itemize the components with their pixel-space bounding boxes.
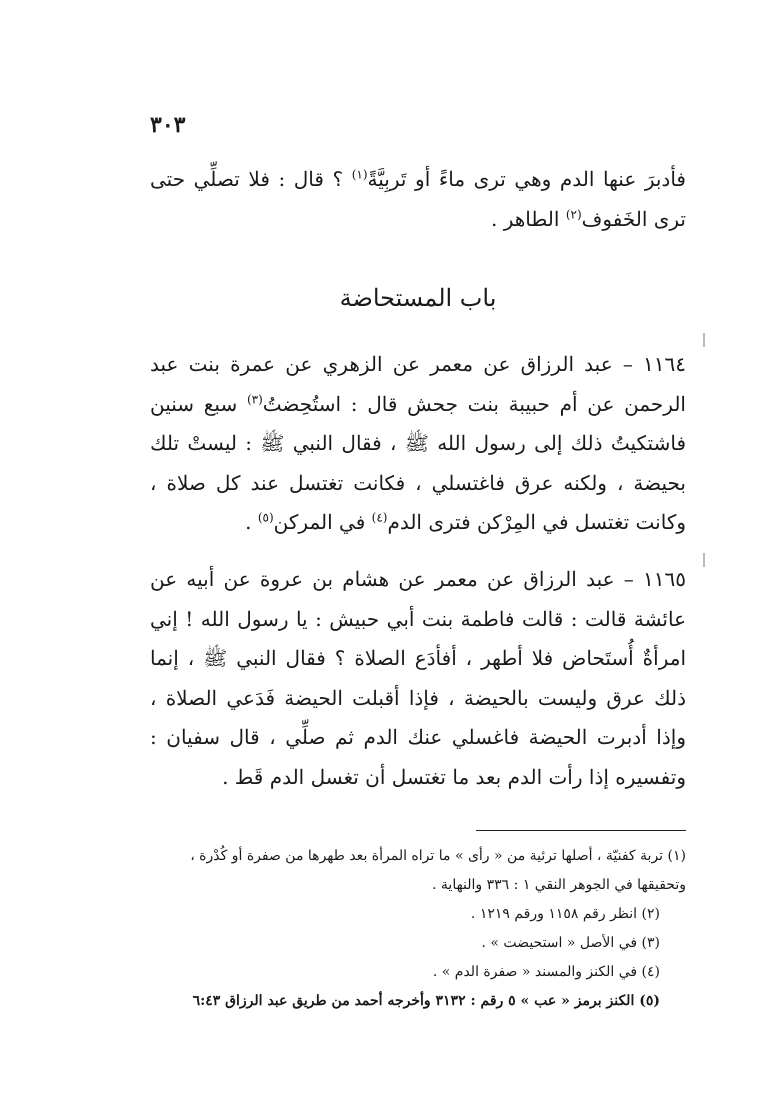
intro-text-b: ؟ قال : فلا تصلِّي حتى ترى الخَفوف (150, 167, 686, 231)
hadith-1164-text-d: . (245, 510, 258, 534)
footnote-text: الكنز برمز « عب » ٥ رقم : ٣١٣٢ وأخرجه أحمد من طريق عبد الرزاق ٦:٤٣ (192, 993, 635, 1009)
footnote-2 (150, 900, 686, 929)
footnote-3 (150, 929, 686, 958)
footnote-4 (150, 958, 686, 987)
footnote-divider (476, 830, 686, 831)
page-number: ٣٠٣ (150, 112, 186, 138)
hadith-1164-text-c: في المركن (273, 510, 372, 534)
chapter-title: باب المستحاضة (339, 284, 497, 312)
footnote-ref-1: (١) (351, 167, 368, 182)
footnote-number: (١) (667, 848, 686, 864)
footnote-text: في الكنز والمسند « صفرة الدم » . (432, 964, 638, 980)
hadith-1164-paragraph (150, 345, 686, 543)
intro-paragraph (150, 160, 686, 239)
intro-text-c: الطاهر . (491, 206, 566, 231)
footnote-text: انظر رقم ١١٥٨ ورقم ١٢١٩ . (470, 906, 638, 922)
footnote-text: تربة كفنيّة ، أصلها ترئية من « رأى » ما تراه المرأة بعد طهرها من صفرة أو كُدْرة ، وتحقيقها في الجوهر النقي ١ : ٣٣٦ والنهاية . (190, 848, 686, 893)
hadith-1164-text-b: سبع سنين فاشتكيتُ ذلك إلى رسول الله ﷺ ، فقال النبي ﷺ : ليستْ تلك بحيضة ، ولكنه عرق فاغتسلي ، فكانت تغتسل عند كل صلاة ، وكانت تغتسل في المِرْكن فترى الدم (150, 391, 686, 534)
intro-text-a: فأدبرَ عنها الدم وهي ترى ماءً أو تَربِيَّةً (367, 167, 686, 191)
footnote-ref-2: (٢) (565, 206, 582, 221)
footnote-text: في الأصل « استحيضت » . (481, 935, 638, 951)
margin-mark (703, 553, 705, 567)
footnote-5 (150, 987, 686, 1016)
footnote-ref-4: (٤) (371, 510, 388, 525)
footnote-number: (٣) (641, 935, 660, 951)
footnote-number: (٥) (639, 993, 660, 1009)
margin-mark (703, 333, 705, 347)
hadith-1164-text-a: ١١٦٤ – عبد الرزاق عن معمر عن الزهري عن عمرة بنت عبد الرحمن عن أم حبيبة بنت جحش قال : استُحِضتُ (150, 352, 686, 416)
hadith-1165-paragraph: ١١٦٥ – عبد الرزاق عن معمر عن هشام بن عروة عن أبيه عن عائشة قالت : قالت فاطمة بنت أبي حبيش : يا رسول الله ! إني امرأةٌ أُستَحاض فلا أطهر ، أفأدَع الصلاة ؟ فقال النبي ﷺ ، إنما ذلك عرق وليست بالحيضة ، فإذا أقبلت الحيضة فَدَعي الصلاة ، وإذا أدبرت الحيضة فاغسلي عنك الدم ثم صلِّي ، قال سفيان : وتفسيره إذا رأت الدم بعد ما تغتسل أن تغسل الدم قَط . (150, 567, 686, 789)
footnote-ref-3: (٣) (246, 391, 263, 406)
footnote-ref-5: (٥) (257, 510, 274, 525)
footnote-1 (150, 842, 686, 900)
footnote-number: (٤) (641, 964, 660, 980)
footnote-number: (٢) (641, 906, 660, 922)
footnotes (150, 842, 686, 1016)
